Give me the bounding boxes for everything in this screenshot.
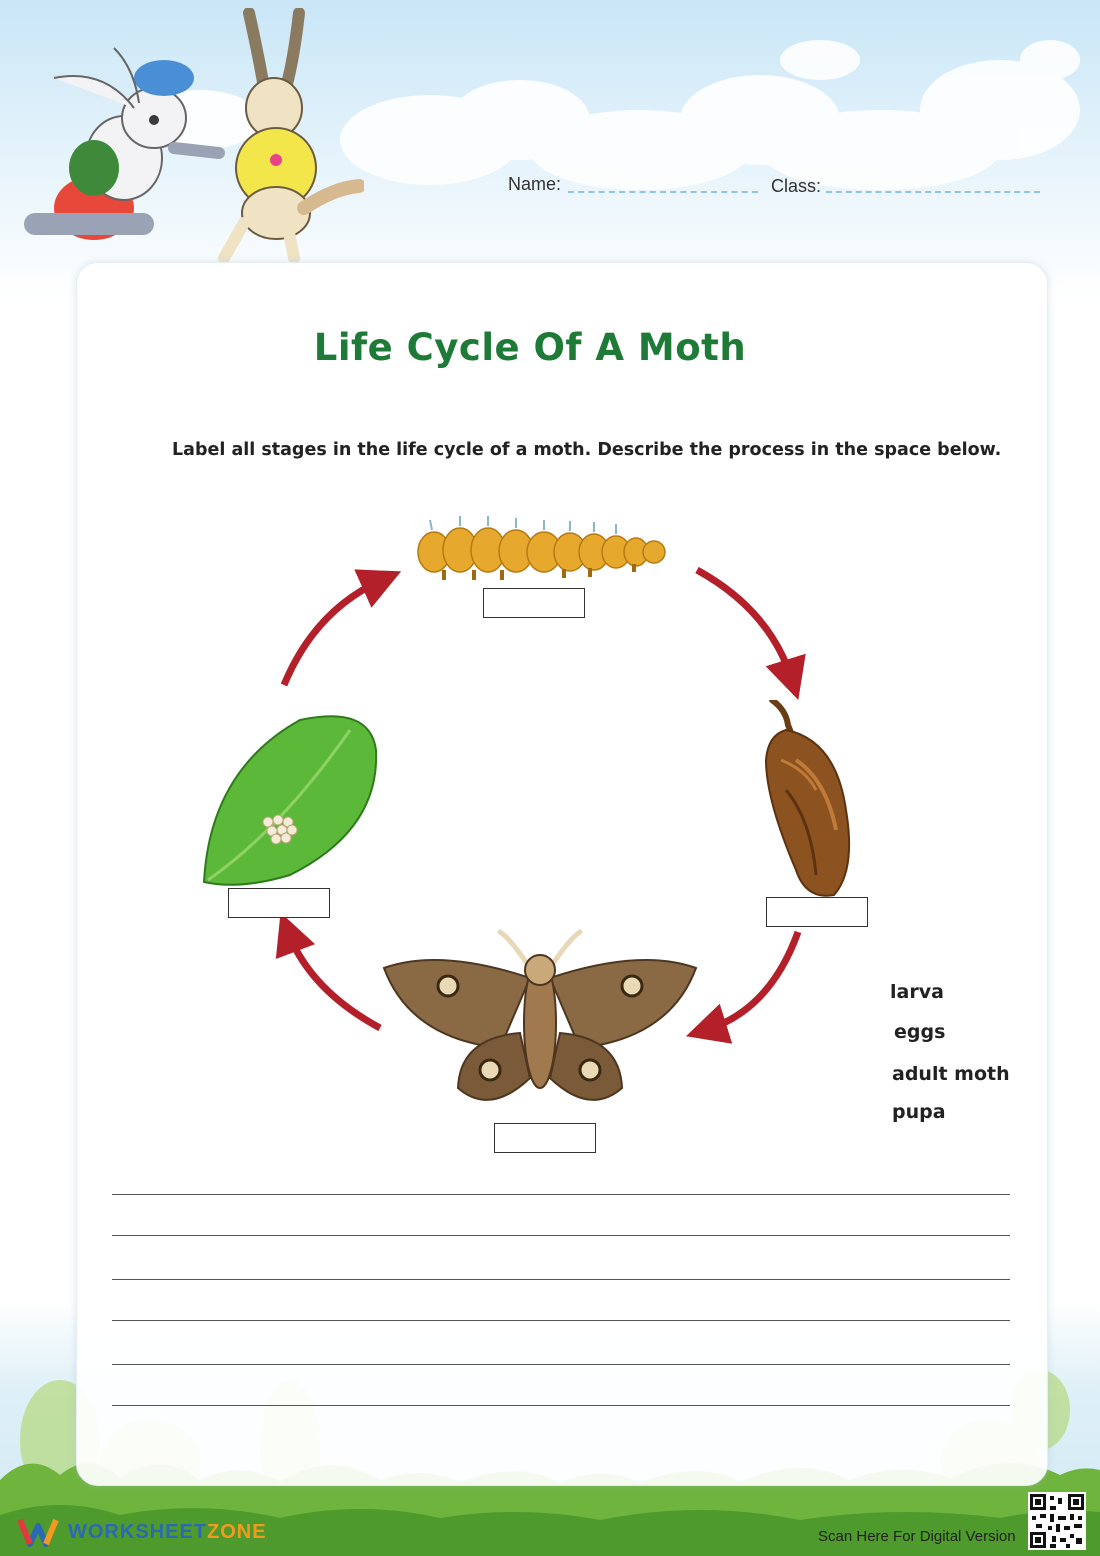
instructions-text: Label all stages in the life cycle of a moth. Describe the process in the space below.	[172, 440, 1002, 460]
worksheet-title: Life Cycle Of A Moth	[313, 326, 747, 369]
writing-line[interactable]	[112, 1364, 1010, 1365]
eggs-on-leaf-illustration	[200, 710, 382, 886]
label-box-pupa[interactable]	[766, 897, 868, 927]
larva-illustration	[412, 512, 674, 584]
qr-code-icon[interactable]	[1028, 1492, 1086, 1550]
writing-line[interactable]	[112, 1405, 1010, 1406]
scan-text: Scan Here For Digital Version	[818, 1528, 1016, 1545]
label-box-eggs[interactable]	[228, 888, 330, 918]
worksheetzone-logo-icon	[18, 1516, 64, 1548]
writing-line[interactable]	[112, 1194, 1010, 1195]
adult-moth-illustration	[380, 928, 700, 1116]
arrow-pupa-to-adult	[706, 932, 798, 1030]
pupa-illustration	[756, 700, 868, 900]
word-bank-item: adult moth	[892, 1063, 1010, 1085]
writing-line[interactable]	[112, 1320, 1010, 1321]
logo-part-2: ZONE	[207, 1521, 267, 1543]
logo-part-1: WORKSHEET	[68, 1521, 207, 1543]
arrow-adult-to-eggs	[288, 932, 380, 1028]
writing-line[interactable]	[112, 1235, 1010, 1236]
label-box-larva[interactable]	[483, 588, 585, 618]
word-bank-item: pupa	[892, 1101, 946, 1123]
worksheetzone-logo-text	[68, 1521, 267, 1544]
class-label: Class:	[771, 176, 822, 196]
label-box-adult[interactable]	[494, 1123, 596, 1153]
word-bank-item: larva	[890, 981, 944, 1003]
word-bank-item: eggs	[894, 1021, 946, 1043]
name-label: Name:	[508, 174, 562, 194]
arrow-eggs-to-larva	[284, 580, 382, 685]
arrow-larva-to-pupa	[697, 570, 792, 680]
writing-line[interactable]	[112, 1279, 1010, 1280]
